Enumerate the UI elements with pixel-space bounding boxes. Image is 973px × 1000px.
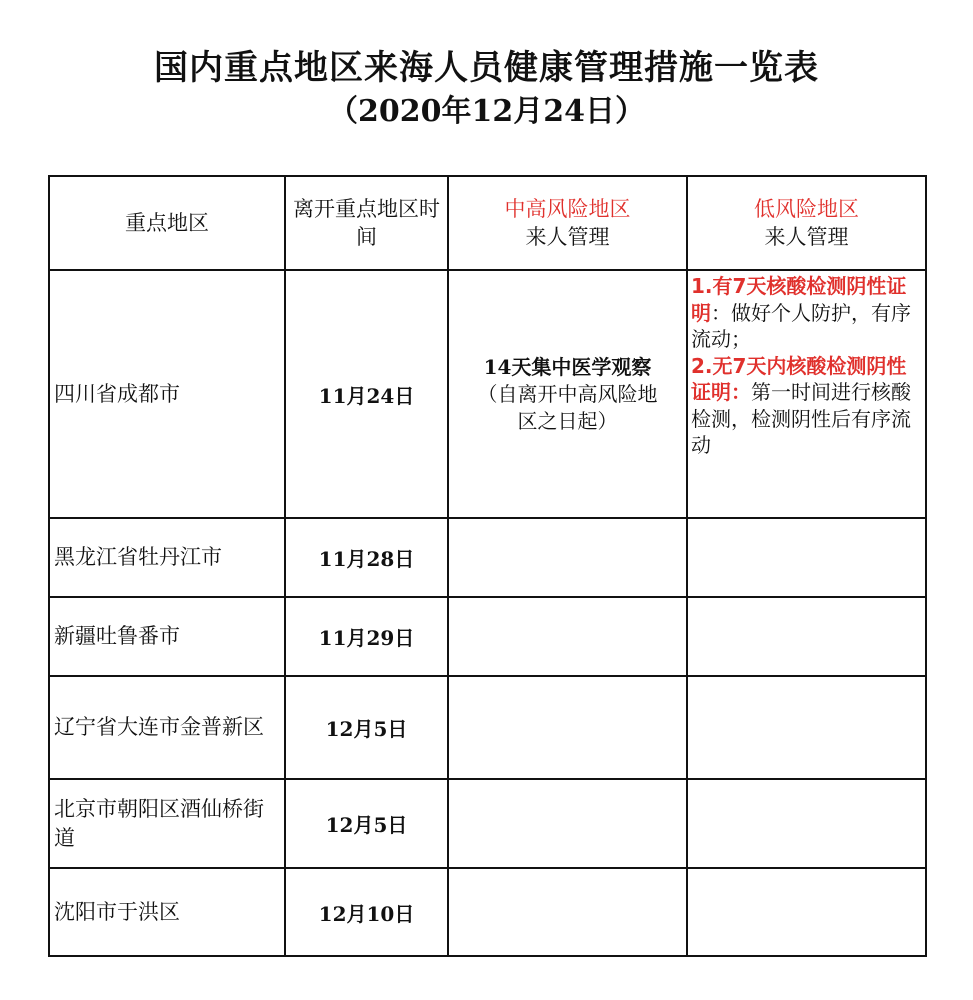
header-low-risk-sub: 来人管理 — [764, 225, 849, 249]
table-row — [49, 270, 926, 518]
date-cell: 11月24日 — [285, 270, 448, 518]
table-row — [49, 676, 926, 779]
low-risk-measure-cell — [687, 518, 926, 597]
date-cell: 11月29日 — [285, 597, 448, 676]
mid-high-measure-cell — [448, 270, 687, 518]
low-risk-measure-cell — [687, 597, 926, 676]
region-cell: 四川省成都市 — [49, 270, 285, 518]
header-region: 重点地区 — [49, 176, 285, 270]
low-risk-item1-action: ：做好个人防护，有序流动； — [691, 300, 911, 351]
mid-high-measure-cell — [448, 597, 687, 676]
mid-high-measure-line1: 14天集中医学观察 — [483, 354, 652, 379]
header-low-risk — [687, 176, 926, 270]
mid-high-measure-cell — [448, 676, 687, 779]
measures-table — [48, 175, 927, 957]
region-cell — [49, 779, 285, 868]
mid-high-measure-cell — [448, 868, 687, 956]
table-row — [49, 779, 926, 868]
header-mid-high-risk — [448, 176, 687, 270]
table-row — [49, 597, 926, 676]
region-cell: 新疆吐鲁番市 — [49, 597, 285, 676]
region-cell: 黑龙江省牡丹江市 — [49, 518, 285, 597]
low-risk-measure-cell — [687, 270, 926, 518]
header-mid-high-risk-title: 中高风险地区 — [504, 197, 631, 221]
mid-high-measure-cell — [448, 518, 687, 597]
region-text: 北京市朝阳区酒仙桥街道 — [54, 796, 264, 850]
region-cell: 沈阳市于洪区 — [49, 868, 285, 956]
low-risk-measure-cell — [687, 676, 926, 779]
low-risk-item1-condition: 1.有7天核酸检测阴性证明 — [691, 274, 907, 325]
page-subtitle: （2020年12月24日） — [328, 94, 645, 129]
header-leave-time-text: 离开重点地区时间 — [293, 197, 440, 249]
date-cell: 12月10日 — [285, 868, 448, 956]
low-risk-item2-condition: 2.无7天内核酸检测阴性证明： — [691, 353, 907, 404]
date-cell: 11月28日 — [285, 518, 448, 597]
header-leave-time — [285, 176, 448, 270]
region-cell — [49, 676, 285, 779]
mid-high-measure-cell — [448, 779, 687, 868]
mid-high-measure-line2: （自离开中高风险地区之日起） — [477, 381, 658, 433]
date-cell: 12月5日 — [285, 676, 448, 779]
low-risk-measure-cell — [687, 868, 926, 956]
page-title: 国内重点地区来海人员健康管理措施一览表 — [154, 48, 819, 88]
date-cell: 12月5日 — [285, 779, 448, 868]
low-risk-item2-action: 第一时间进行核酸检测，检测阴性后有序流动 — [691, 380, 911, 457]
low-risk-measure-cell — [687, 779, 926, 868]
region-text: 辽宁省大连市金普新区 — [54, 715, 264, 739]
table-header-row — [49, 176, 926, 270]
header-mid-high-risk-sub: 来人管理 — [525, 225, 610, 249]
table-row — [49, 518, 926, 597]
table-row — [49, 868, 926, 956]
header-low-risk-title: 低风险地区 — [754, 197, 859, 221]
